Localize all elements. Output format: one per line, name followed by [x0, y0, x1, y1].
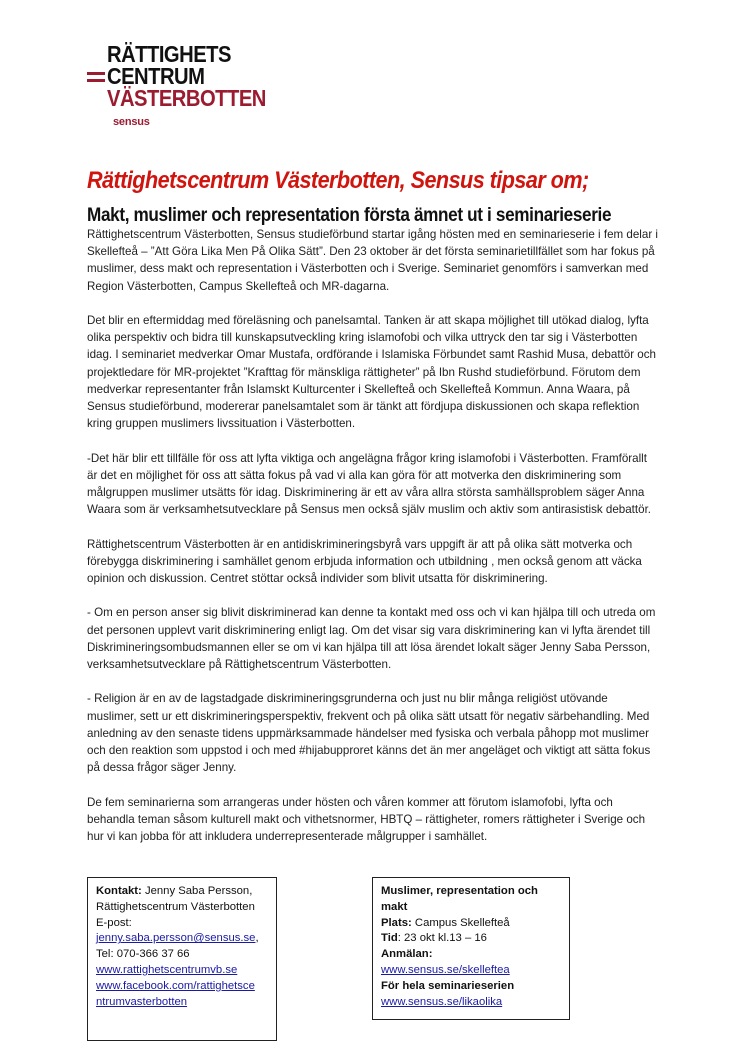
- place-label: Plats:: [381, 916, 412, 929]
- email-link[interactable]: jenny.saba.persson@sensus.se: [96, 932, 256, 945]
- paragraph-2: Det blir en eftermiddag med föreläsning och panelsamtal. Tanken är att skapa möjlighet till utökad dialog, lyfta olika perspektiv och bidra till kunskapsutveckling kring islamofobi och vilka uttryck den tar sig i Västerbotten idag. I seminariet medverkar Omar Mustafa, ordförande i Islamiska Förbundet samt Rashid Musa, debattör och projektledare för MR-projektet ”Krafttag för mänskliga rättigheter” på Ibn Rushd studieförbund. Förutom dem medverkar representanter från Islamskt Kulturcenter i Skellefteå och Skellefteå Kommun. Anna Waara, på Sensus studieförbund, modererar panelsamtalet som är tänkt att fördjupa diskussionen och skapa reflektion kring gruppen muslimers livssituation i Västerbotten.: [87, 314, 656, 431]
- paragraph-7: De fem seminarierna som arrangeras under hösten och våren kommer att förutom islamofobi, lyfta och behandla teman såsom kulturell makt och vithetsnormer, HBTQ – rättigheter, romers rättigheter i Sverige och hur vi kan jobba för att inkludera underrepresenterade målgrupper i samhället.: [87, 795, 646, 844]
- paragraph-6: - Religion är en av de lagstadgade diskrimineringsgrunderna och just nu blir många religiöst utövande muslimer, sett ur ett diskrimineringsperspektiv, frekvent och på olika sätt utsatt för negativ särbehandling. Med anledning av den senaste tidens uppmärksammade händelser med fysiska och verbala påhopp mot muslimer och den reaktion som uppstod i och med #hijabupproret känns det än mer angeläget och viktigt att sätta fokus på dessa frågor säger Jenny.: [87, 692, 651, 775]
- facebook-link-part-2[interactable]: ntrumvasterbotten: [96, 995, 188, 1008]
- signup-label-text: Anmälan:: [381, 948, 433, 961]
- signup-label: [381, 947, 561, 963]
- place-value: Campus Skellefteå: [411, 916, 510, 929]
- event-box: [372, 877, 570, 1020]
- rattighetscentrum-logo: [87, 42, 287, 137]
- website-link[interactable]: www.rattighetscentrumvb.se: [96, 963, 238, 976]
- event-place-line: [381, 916, 561, 932]
- event-title: [381, 884, 561, 916]
- logo-bar-bottom: [87, 79, 105, 82]
- phone: Tel: 070-366 37 66: [96, 948, 190, 961]
- email-label: E-post:: [96, 916, 132, 929]
- contact-org: Rättighetscentrum Västerbotten: [96, 900, 255, 913]
- facebook-link-part-1[interactable]: www.facebook.com/rattighetsce: [96, 979, 255, 992]
- contact-box: [87, 877, 277, 1041]
- paragraph-1: Rättighetscentrum Västerbotten, Sensus studieförbund startar igång hösten med en seminarieserie i fem delar i Skellefteå – ”Att Göra Lika Men På Olika Sätt”. Den 23 oktober är det första seminarietillfället som har fokus på muslimer, dess makt och representation i Västerbotten och i Sverige. Seminariet genomförs i samverkan med Region Västerbotten, Campus Skellefteå och MR-dagarna.: [87, 228, 658, 293]
- email-suffix: ,: [255, 932, 259, 945]
- paragraph-4: Rättighetscentrum Västerbotten är en antidiskrimineringsbyrå vars uppgift är att på olika sätt motverka och förebygga diskriminering i samhället genom erbjuda information och utbildning , men också genom att väcka opinion och diskussion. Centret stöttar också individer som blivit utsatta för diskriminering.: [87, 537, 642, 586]
- signup-link[interactable]: www.sensus.se/skelleftea: [381, 963, 510, 976]
- article-body: [87, 226, 659, 862]
- event-title-text: Muslimer, representation och makt: [381, 885, 538, 913]
- contact-name-line: [96, 884, 268, 900]
- logo-line-1: RÄTTIGHETS: [107, 41, 231, 67]
- paragraph-3: -Det här blir ett tillfälle för oss att lyfta viktiga och angelägna frågor kring islamofobi i Västerbotten. Framförallt är det en möjlighet för oss att sätta fokus på vad vi alla kan göra för att motverka den diskriminering som målgruppen muslimer utsätts för idag. Diskriminering är ett av våra allra största samhällsproblem säger Anna Waara som är verksamhetsutvecklare på Sensus men också själv muslim och aktiv som antirasistisk debattör.: [87, 451, 652, 517]
- sensus-wordmark: sensus: [113, 116, 150, 128]
- event-time-line: [381, 931, 561, 947]
- contact-label: Kontakt:: [96, 885, 142, 897]
- logo-line-2: CENTRUM: [107, 63, 205, 89]
- time-value: : 23 okt kl.13 – 16: [397, 932, 487, 945]
- logo-bar-top: [87, 72, 105, 75]
- series-label-text: För hela seminarieserien: [381, 979, 515, 992]
- tagline: Rättighetscentrum Västerbotten, Sensus tipsar om;: [87, 167, 589, 194]
- email-line: [96, 931, 268, 947]
- logo-line-3: VÄSTERBOTTEN: [107, 85, 266, 111]
- paragraph-5: - Om en person anser sig blivit diskriminerad kan denne ta kontakt med oss och vi kan hjälpa till och utreda om det personen upplevt varit diskriminering enligt lag. Om det visar sig vara diskriminering kan vi lyfta ärendet till Diskrimineringsombudsmannen eller se om vi kan hjälpa till att lösa ärendet lokalt säger Jenny Saba Persson, verksamhetsutvecklare på Rättighetscentrum Västerbotten.: [87, 606, 656, 672]
- series-label: [381, 979, 561, 995]
- series-link[interactable]: www.sensus.se/likaolika: [381, 995, 503, 1008]
- headline: Makt, muslimer och representation första ämnet ut i seminarieserie: [87, 204, 612, 226]
- contact-name: Jenny Saba Persson,: [141, 885, 253, 897]
- time-label: Tid: [381, 932, 398, 945]
